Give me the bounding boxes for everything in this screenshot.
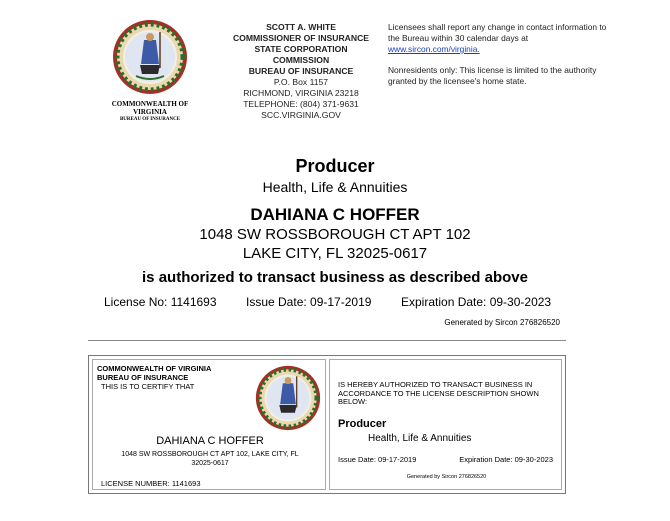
sircon-link[interactable]: www.sircon.com/virginia. <box>388 44 480 54</box>
commissioner-address-block <box>226 22 376 121</box>
generated-by: Generated by Sircon 276826520 <box>444 318 560 327</box>
card-license-number: LICENSE NUMBER: 1141693 <box>101 479 201 488</box>
agency-line-2: COMMISSION <box>272 55 330 65</box>
virginia-seal-block <box>100 18 200 124</box>
seal-caption-line-1: COMMONWEALTH OF <box>111 100 189 108</box>
agency-line-1: STATE CORPORATION <box>254 44 348 54</box>
website: SCC.VIRGINIA.GOV <box>261 110 341 120</box>
card-header-line-2: BUREAU OF INSURANCE <box>97 373 189 382</box>
issue-date: Issue Date: 09-17-2019 <box>246 295 372 309</box>
wallet-card-right <box>329 359 562 490</box>
license-number: License No: 1141693 <box>104 295 217 309</box>
card-certify-text: THIS IS TO CERTIFY THAT <box>101 382 195 391</box>
telephone: TELEPHONE: (804) 371-9631 <box>243 99 359 109</box>
wallet-card-left <box>92 359 326 490</box>
card-header <box>97 364 211 382</box>
holder-address-line-1: 1048 SW ROSSBOROUGH CT APT 102 <box>199 226 471 243</box>
card-seal-icon <box>255 364 321 432</box>
card-header-line-1: COMMONWEALTH OF VIRGINIA <box>97 364 212 373</box>
city-state: RICHMOND, VIRGINIA 23218 <box>243 88 359 98</box>
card-generated-by: Generated by Sircon 276826520 <box>406 474 487 480</box>
commissioner-name: SCOTT A. WHITE <box>266 22 336 32</box>
license-type: Producer <box>295 156 375 176</box>
card-holder-name: DAHIANA C HOFFER <box>156 435 264 447</box>
card-license-lines: Health, Life & Annuities <box>368 433 472 444</box>
card-issue-date: Issue Date: 09-17-2019 <box>338 455 417 464</box>
report-change-text: Licensees shall report any change in contact information to the Bureau within 30 calendar days at <box>388 22 607 43</box>
commissioner-title: COMMISSIONER OF INSURANCE <box>232 33 370 43</box>
report-change-note <box>388 22 618 55</box>
po-box: P.O. Box 1157 <box>273 77 329 87</box>
notes-block <box>388 22 618 87</box>
card-authorized-text: IS HEREBY AUTHORIZED TO TRANSACT BUSINESS IN ACCORDANCE TO THE LICENSE DESCRIPTION SHOWN BELOW: <box>338 380 539 406</box>
virginia-seal-icon <box>112 18 188 96</box>
bureau-name: BUREAU OF INSURANCE <box>248 66 354 76</box>
card-holder-address <box>93 450 327 468</box>
seal-caption-line-3: BUREAU OF INSURANCE <box>119 117 181 122</box>
license-lines: Health, Life & Annuities <box>262 179 408 195</box>
seal-caption-line-2: VIRGINIA <box>133 108 167 116</box>
card-license-type: Producer <box>338 418 387 430</box>
divider <box>88 340 566 341</box>
seal-caption <box>100 100 200 124</box>
nonresident-note: Nonresidents only: This license is limited to the authority granted by the licensee's home state. <box>388 65 597 86</box>
expiration-date: Expiration Date: 09-30-2023 <box>401 295 552 309</box>
holder-name: DAHIANA C HOFFER <box>250 205 420 224</box>
card-address-line-1: 1048 SW ROSSBOROUGH CT APT 102, LAKE CITY, FL <box>121 451 299 458</box>
card-address-line-2: 32025-0617 <box>191 460 229 467</box>
holder-address-line-2: LAKE CITY, FL 32025-0617 <box>242 245 428 262</box>
wallet-card <box>88 355 566 494</box>
card-expiration-date: Expiration Date: 09-30-2023 <box>459 455 553 464</box>
authorized-statement: is authorized to transact business as described above <box>142 269 528 286</box>
